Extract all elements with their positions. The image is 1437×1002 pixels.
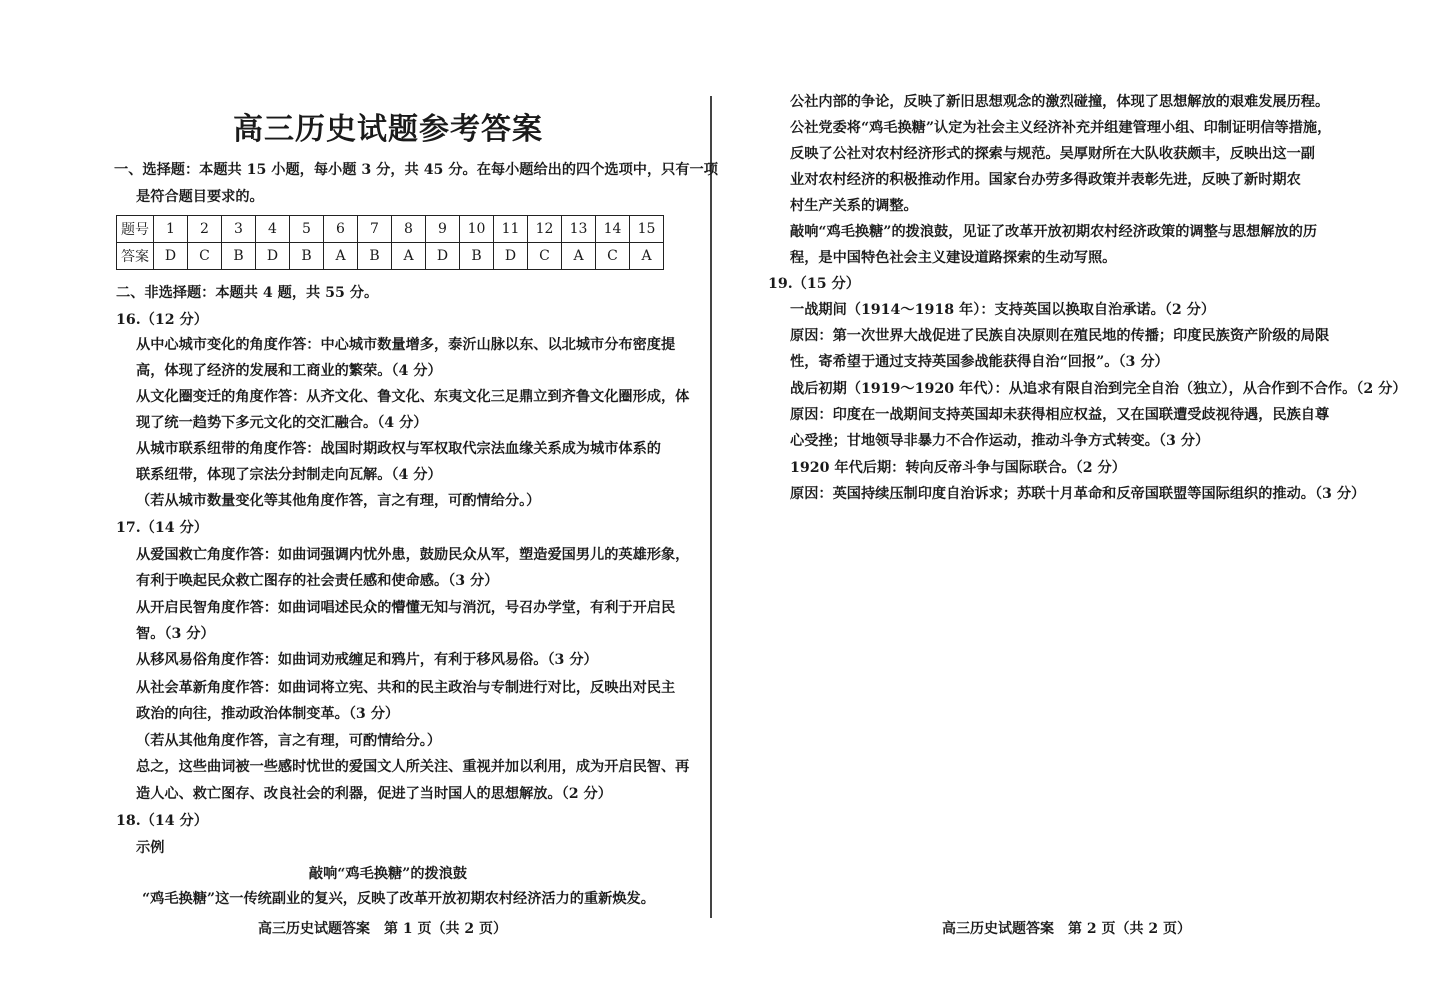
question-number-cell: 5 [290, 216, 324, 243]
q18-text: 敲响“鸡毛换糖”的拨浪鼓，见证了改革开放初期农村经济政策的调整与思想解放的历 [790, 224, 1318, 240]
question-number-cell: 3 [222, 216, 256, 243]
q18-example-label: 示例 [136, 840, 165, 856]
q17-text: 智。（3 分） [136, 626, 215, 642]
question-number-cell: 8 [392, 216, 426, 243]
q19-text: 战后初期（1919～1920 年代）：从追求有限自治到完全自治（独立），从合作到不合作。（2 分） [790, 381, 1407, 397]
q19-text: 一战期间（1914～1918 年）：支持英国以换取自治承诺。（2 分） [790, 302, 1216, 318]
q19-heading: 19.（15 分） [768, 276, 860, 292]
header-label: 题号 [117, 216, 154, 243]
q18-text: 村生产关系的调整。 [790, 198, 918, 214]
q16-text: 高，体现了经济的发展和工商业的繁荣。（4 分） [136, 363, 442, 379]
q17-text: 有利于唤起民众救亡图存的社会责任感和使命感。（3 分） [136, 573, 499, 589]
q17-text: 政治的向往，推动政治体制变革。（3 分） [136, 706, 400, 722]
q16-text: 联系纽带，体现了宗法分封制走向瓦解。（4 分） [136, 467, 442, 483]
section-2-heading: 二、非选择题：本题共 4 题，共 55 分。 [116, 285, 379, 301]
answer-cell: B [290, 243, 324, 270]
question-number-cell: 2 [188, 216, 222, 243]
answer-cell: C [188, 243, 222, 270]
q16-note: （若从城市数量变化等其他角度作答，言之有理，可酌情给分。） [136, 493, 541, 509]
question-number-cell: 4 [256, 216, 290, 243]
answer-cell: C [596, 243, 630, 270]
q17-text: 总之，这些曲词被一些感时忧世的爱国文人所关注、重视并加以利用，成为开启民智、再 [136, 759, 690, 775]
answer-cell: D [426, 243, 460, 270]
question-number-cell: 14 [596, 216, 630, 243]
q18-text: 反映了公社对农村经济形式的探索与规范。吴厚财所在大队收获颇丰，反映出这一副 [790, 146, 1315, 162]
page-footer: 高三历史试题答案 第 2 页（共 2 页） [942, 921, 1191, 937]
answer-cell: D [154, 243, 188, 270]
answer-cell: A [392, 243, 426, 270]
answer-cell: B [358, 243, 392, 270]
q16-text: 从文化圈变迁的角度作答：从齐文化、鲁文化、东夷文化三足鼎立到齐鲁文化圈形成，体 [136, 389, 690, 405]
q19-text: 1920 年代后期：转向反帝斗争与国际联合。（2 分） [790, 460, 1126, 476]
answer-cell: A [562, 243, 596, 270]
answer-cell: B [222, 243, 256, 270]
q16-text: 从城市联系纽带的角度作答：战国时期政权与军权取代宗法血缘关系成为城市体系的 [136, 441, 661, 457]
document-title: 高三历史试题参考答案 [233, 112, 543, 147]
q18-text: 业对农村经济的积极推动作用。国家台办劳多得政策并表彰先进，反映了新时期农 [790, 172, 1301, 188]
q18-text: “鸡毛换糖”这一传统副业的复兴，反映了改革开放初期农村经济活力的重新焕发。 [142, 891, 655, 907]
q18-text: 程，是中国特色社会主义建设道路探索的生动写照。 [790, 250, 1117, 266]
question-number-cell: 10 [460, 216, 494, 243]
q17-text: 从移风易俗角度作答：如曲词劝戒缠足和鸦片，有利于移风易俗。（3 分） [136, 652, 598, 668]
q19-text: 心受挫；甘地领导非暴力不合作运动，推动斗争方式转变。（3 分） [790, 433, 1210, 449]
section-1-heading: 一、选择题：本题共 15 小题，每小题 3 分，共 45 分。在每小题给出的四个选项中，只有一项 [114, 162, 718, 178]
q18-heading: 18.（14 分） [116, 813, 208, 829]
question-number-cell: 7 [358, 216, 392, 243]
answer-cell: D [256, 243, 290, 270]
section-1-heading-cont: 是符合题目要求的。 [136, 189, 264, 205]
q19-text: 原因：印度在一战期间支持英国却未获得相应权益，又在国联遭受歧视待遇，民族自尊 [790, 407, 1330, 423]
answer-table [116, 215, 664, 270]
question-number-cell: 11 [494, 216, 528, 243]
q19-text: 原因：第一次世界大战促进了民族自决原则在殖民地的传播；印度民族资产阶级的局限 [790, 328, 1330, 344]
q17-note: （若从其他角度作答，言之有理，可酌情给分。） [136, 733, 442, 749]
page-divider [710, 96, 712, 918]
answer-cell: D [494, 243, 528, 270]
answer-cell: B [460, 243, 494, 270]
q19-text: 原因：英国持续压制印度自治诉求；苏联十月革命和反帝国联盟等国际组织的推动。（3 分） [790, 486, 1366, 502]
q18-text: 公社党委将“鸡毛换糖”认定为社会主义经济补充并组建管理小组、印制证明信等措施， [790, 120, 1332, 136]
question-number-cell: 12 [528, 216, 562, 243]
answer-cell: A [630, 243, 664, 270]
q17-text: 造人心、救亡图存、改良社会的利器，促进了当时国人的思想解放。（2 分） [136, 786, 612, 802]
question-number-cell: 13 [562, 216, 596, 243]
q17-text: 从社会革新角度作答：如曲词将立宪、共和的民主政治与专制进行对比，反映出对民主 [136, 680, 676, 696]
question-number-cell: 6 [324, 216, 358, 243]
q17-heading: 17.（14 分） [116, 520, 208, 536]
page-footer: 高三历史试题答案 第 1 页（共 2 页） [258, 921, 507, 937]
answer-cell: A [324, 243, 358, 270]
q16-heading: 16.（12 分） [116, 312, 208, 328]
answer-label: 答案 [117, 243, 154, 270]
q16-text: 从中心城市变化的角度作答：中心城市数量增多，泰沂山脉以东、以北城市分布密度提 [136, 337, 676, 353]
question-number-cell: 9 [426, 216, 460, 243]
q19-text: 性，寄希望于通过支持英国参战能获得自治“回报”。（3 分） [790, 354, 1169, 370]
q17-text: 从爱国救亡角度作答：如曲词强调内忧外患，鼓励民众从军，塑造爱国男儿的英雄形象， [136, 547, 690, 563]
q16-text: 现了统一趋势下多元文化的交汇融合。（4 分） [136, 415, 428, 431]
q18-text: 公社内部的争论，反映了新旧思想观念的激烈碰撞，体现了思想解放的艰难发展历程。 [790, 94, 1330, 110]
q17-text: 从开启民智角度作答：如曲词唱述民众的懵懂无知与消沉，号召办学堂，有利于开启民 [136, 600, 676, 616]
answer-table-answer-row [117, 243, 664, 270]
answer-table-header-row [117, 216, 664, 243]
answer-cell: C [528, 243, 562, 270]
q18-essay-title: 敲响“鸡毛换糖”的拨浪鼓 [308, 866, 468, 882]
question-number-cell: 15 [630, 216, 664, 243]
question-number-cell: 1 [154, 216, 188, 243]
